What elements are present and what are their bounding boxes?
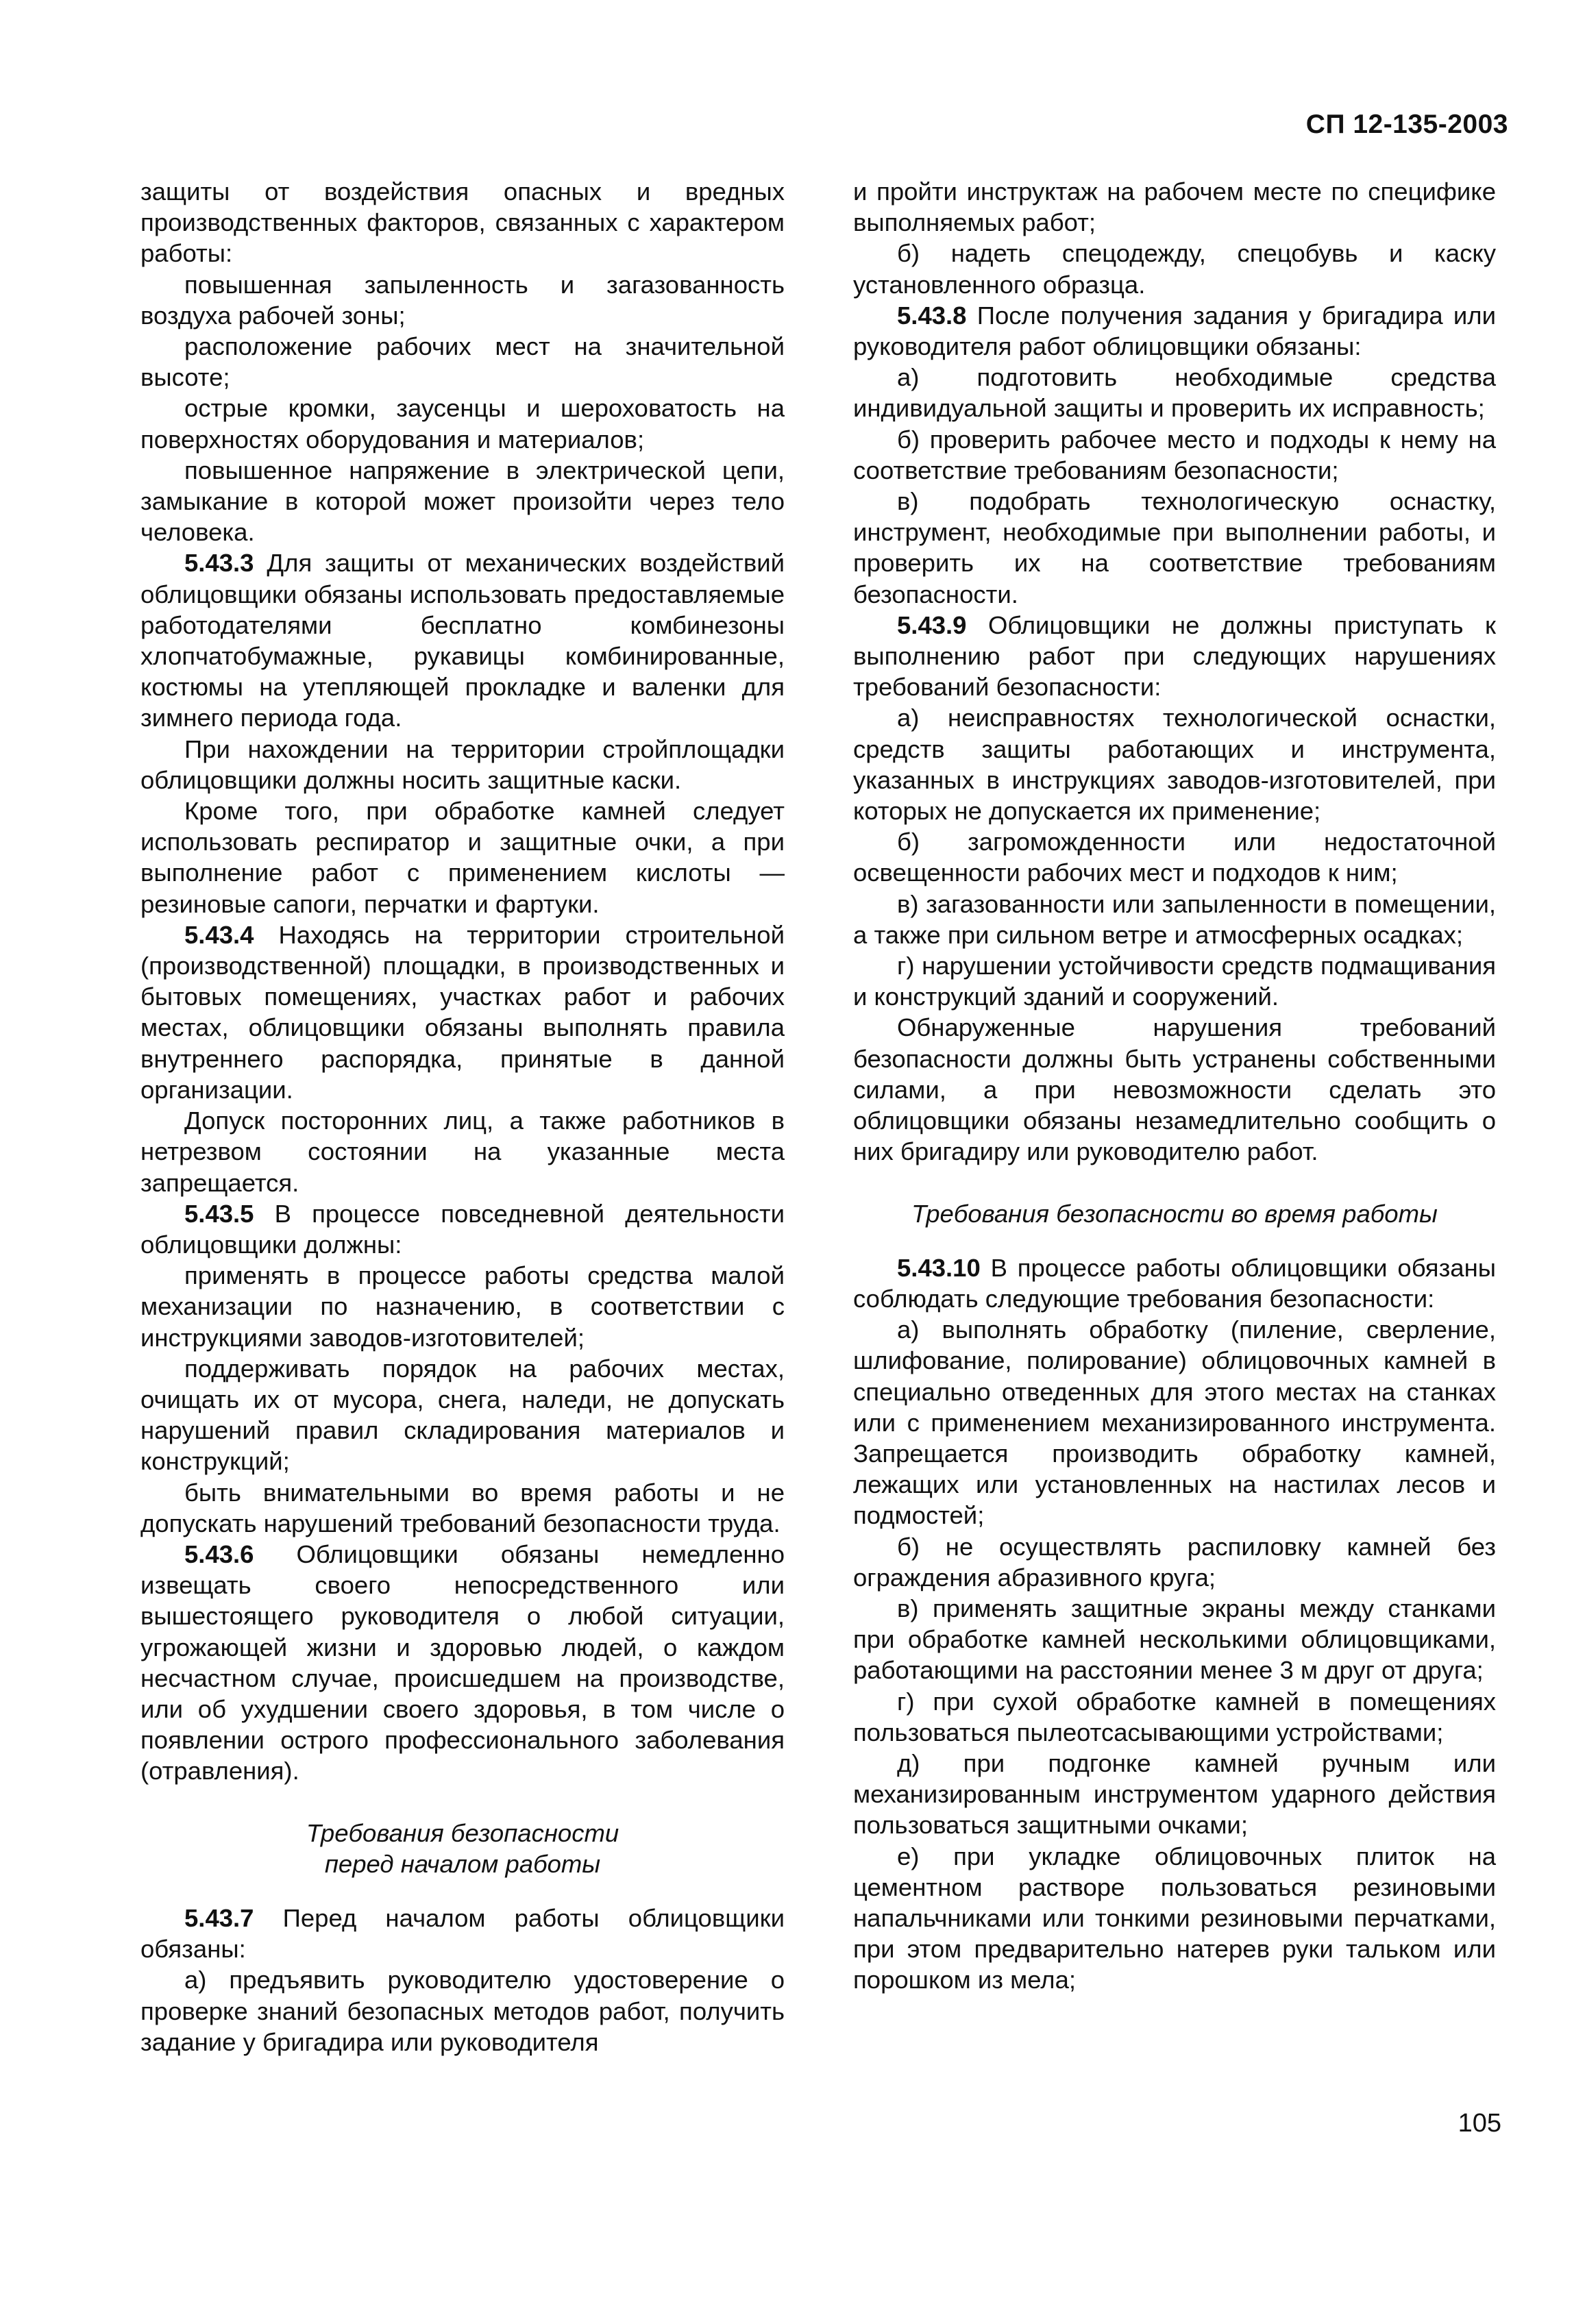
paragraph: Кроме того, при обработке камней следует использовать респиратор и защитные очки, а при выполнение работ с применением кислоты — резиновые сапоги, перчатки и фартуки.	[140, 797, 785, 918]
paragraph: а) подготовить необходимые средства индивидуальной защиты и проверить их исправность;	[853, 363, 1496, 423]
subheading-line: перед началом работы	[324, 1849, 601, 1878]
section-number: 5.43.9	[897, 610, 967, 639]
page-number: 105	[1458, 2109, 1501, 2138]
paragraph: применять в процессе работы средства малой механизации по назначению, в соответствии с инструкциями заводов-изготовителей;	[140, 1261, 785, 1352]
paragraph: г) при сухой обработке камней в помещениях пользоваться пылеотсасывающими устройствами;	[853, 1687, 1496, 1746]
paragraph: При нахождении на территории стройплощадки облицовщики должны носить защитные каски.	[140, 734, 785, 794]
paragraph: е) при укладке облицовочных плиток на цементном растворе пользоваться резиновыми напальчниками или тонкими резиновыми перчатками, при этом предварительно натерев руки тальком или порошком из мела;	[853, 1842, 1496, 1994]
section-5-43-5	[140, 1198, 785, 1260]
subheading-line: Требования безопасности	[306, 1818, 619, 1847]
right-column	[853, 176, 1496, 1996]
subheading-during-work: Требования безопасности во время работы	[911, 1199, 1438, 1228]
paragraph: б) не осуществлять распиловку камней без ограждения абразивного круга;	[853, 1532, 1496, 1592]
section-5-43-3	[140, 547, 785, 733]
paragraph: а) неисправностях технологической оснастки, средств защиты работающих и инструмента, указанных в инструкциях заводов-изготовителей, при которых не допускается их применение;	[853, 704, 1496, 826]
paragraph: повышенное напряжение в электрической цепи, замыкание в которой может произойти через тело человека.	[140, 456, 785, 547]
paragraph: в) загазованности или запыленности в помещении, а также при сильном ветре и атмосферных осадках;	[853, 889, 1496, 949]
paragraph: Допуск посторонних лиц, а также работников в нетрезвом состоянии на указанные места запрещается.	[140, 1107, 785, 1197]
paragraph: расположение рабочих мест на значительной высоте;	[140, 332, 785, 392]
paragraph: поддерживать порядок на рабочих местах, очищать их от мусора, снега, наледи, не допускать нарушений правил складирования материалов и конструкций;	[140, 1354, 785, 1476]
section-text: Для защиты от механических воздействий облицовщики обязаны использовать предоставляемые работодателями бесплатно комбинезоны хлопчатобумажные, рукавицы комбинированные, костюмы на утепляющей прокладке и валенки для зимнего периода года.	[140, 549, 785, 732]
paragraph: и пройти инструктаж на рабочем месте по специфике выполняемых работ;	[853, 177, 1496, 237]
section-number: 5.43.5	[184, 1199, 254, 1228]
paragraph: б) надеть спецодежду, спецобувь и каску установленного образца.	[853, 239, 1496, 299]
paragraph: защиты от воздействия опасных и вредных производственных факторов, связанных с характером работы:	[140, 177, 785, 268]
section-5-43-10	[853, 1252, 1496, 1314]
section-5-43-6	[140, 1539, 785, 1787]
section-number: 5.43.6	[184, 1540, 254, 1568]
paragraph: а) предъявить руководителю удостоверение о проверке знаний безопасных методов работ, получить задание у бригадира или руководителя	[140, 1966, 785, 2056]
paragraph: в) применять защитные экраны между станками при обработке камней несколькими облицовщиками, работающими на расстоянии менее 3 м друг от друга;	[853, 1594, 1496, 1685]
paragraph: в) подобрать технологическую оснастку, инструмент, необходимые при выполнении работы, и проверить их на соответствие требованиям безопасности.	[853, 487, 1496, 608]
paragraph: острые кромки, заусенцы и шероховатость на поверхностях оборудования и материалов;	[140, 394, 785, 454]
section-text: Облицовщики не должны приступать к выполнению работ при следующих нарушениях требований безопасности:	[853, 610, 1496, 702]
subheading-before-work	[140, 1818, 785, 1879]
section-5-43-9	[853, 610, 1496, 703]
section-text: Находясь на территории строительной (производственной) площадки, в производственных и бытовых помещениях, участках работ и рабочих местах, облицовщики обязаны выполнять правила внутреннего распорядка, принятые в данной организации.	[140, 920, 785, 1104]
paragraph: б) проверить рабочее место и подходы к нему на соответствие требованиям безопасности;	[853, 425, 1496, 484]
document-code: СП 12-135-2003	[1305, 110, 1508, 139]
section-text: После получения задания у бригадира или руководителя работ облицовщики обязаны:	[853, 301, 1496, 361]
paragraph: г) нарушении устойчивости средств подмащивания и конструкций зданий и сооружений.	[853, 952, 1496, 1011]
paragraph: Обнаруженные нарушения требований безопасности должны быть устранены собственными силами, а при невозможности сделать это облицовщики обязаны незамедлительно сообщить о них бригадиру или руководителю работ.	[853, 1013, 1496, 1166]
section-5-43-4	[140, 919, 785, 1105]
section-text: Перед началом работы облицовщики обязаны:	[140, 1903, 785, 1964]
section-number: 5.43.10	[897, 1253, 981, 1282]
paragraph: быть внимательными во время работы и не допускать нарушений требований безопасности труда.	[140, 1478, 785, 1537]
paragraph: д) при подгонке камней ручным или механизированным инструментом ударного действия пользоваться защитными очками;	[853, 1748, 1496, 1840]
section-number: 5.43.8	[897, 301, 967, 330]
section-5-43-7	[140, 1903, 785, 1964]
section-text: В процессе повседневной деятельности облицовщики должны:	[140, 1199, 785, 1259]
section-number: 5.43.3	[184, 549, 254, 578]
section-number: 5.43.7	[184, 1903, 254, 1932]
section-number: 5.43.4	[184, 920, 254, 949]
section-text: В процессе работы облицовщики обязаны соблюдать следующие требования безопасности:	[853, 1253, 1496, 1313]
section-text: Облицовщики обязаны немедленно извещать своего непосредственного или вышестоящего руководителя о любой ситуации, угрожающей жизни и здоровью людей, о каждом несчастном случае, происшедшем на производстве, или об ухудшении своего здоровья, в том числе о появлении острого профессионального заболевания (отравления).	[140, 1540, 785, 1785]
paragraph: а) выполнять обработку (пиление, сверление, шлифование, полирование) облицовочных камней в специально отведенных для этого местах на станках или с применением механизированного инструмента. Запрещается производить обработку камней, лежащих или установленных на настилах лесов и подмостей;	[853, 1315, 1496, 1530]
left-column	[140, 176, 785, 2057]
section-5-43-8	[853, 300, 1496, 362]
paragraph: б) загроможденности или недостаточной освещенности рабочих мест и подходов к ним;	[853, 828, 1496, 887]
paragraph: повышенная запыленность и загазованность воздуха рабочей зоны;	[140, 270, 785, 330]
